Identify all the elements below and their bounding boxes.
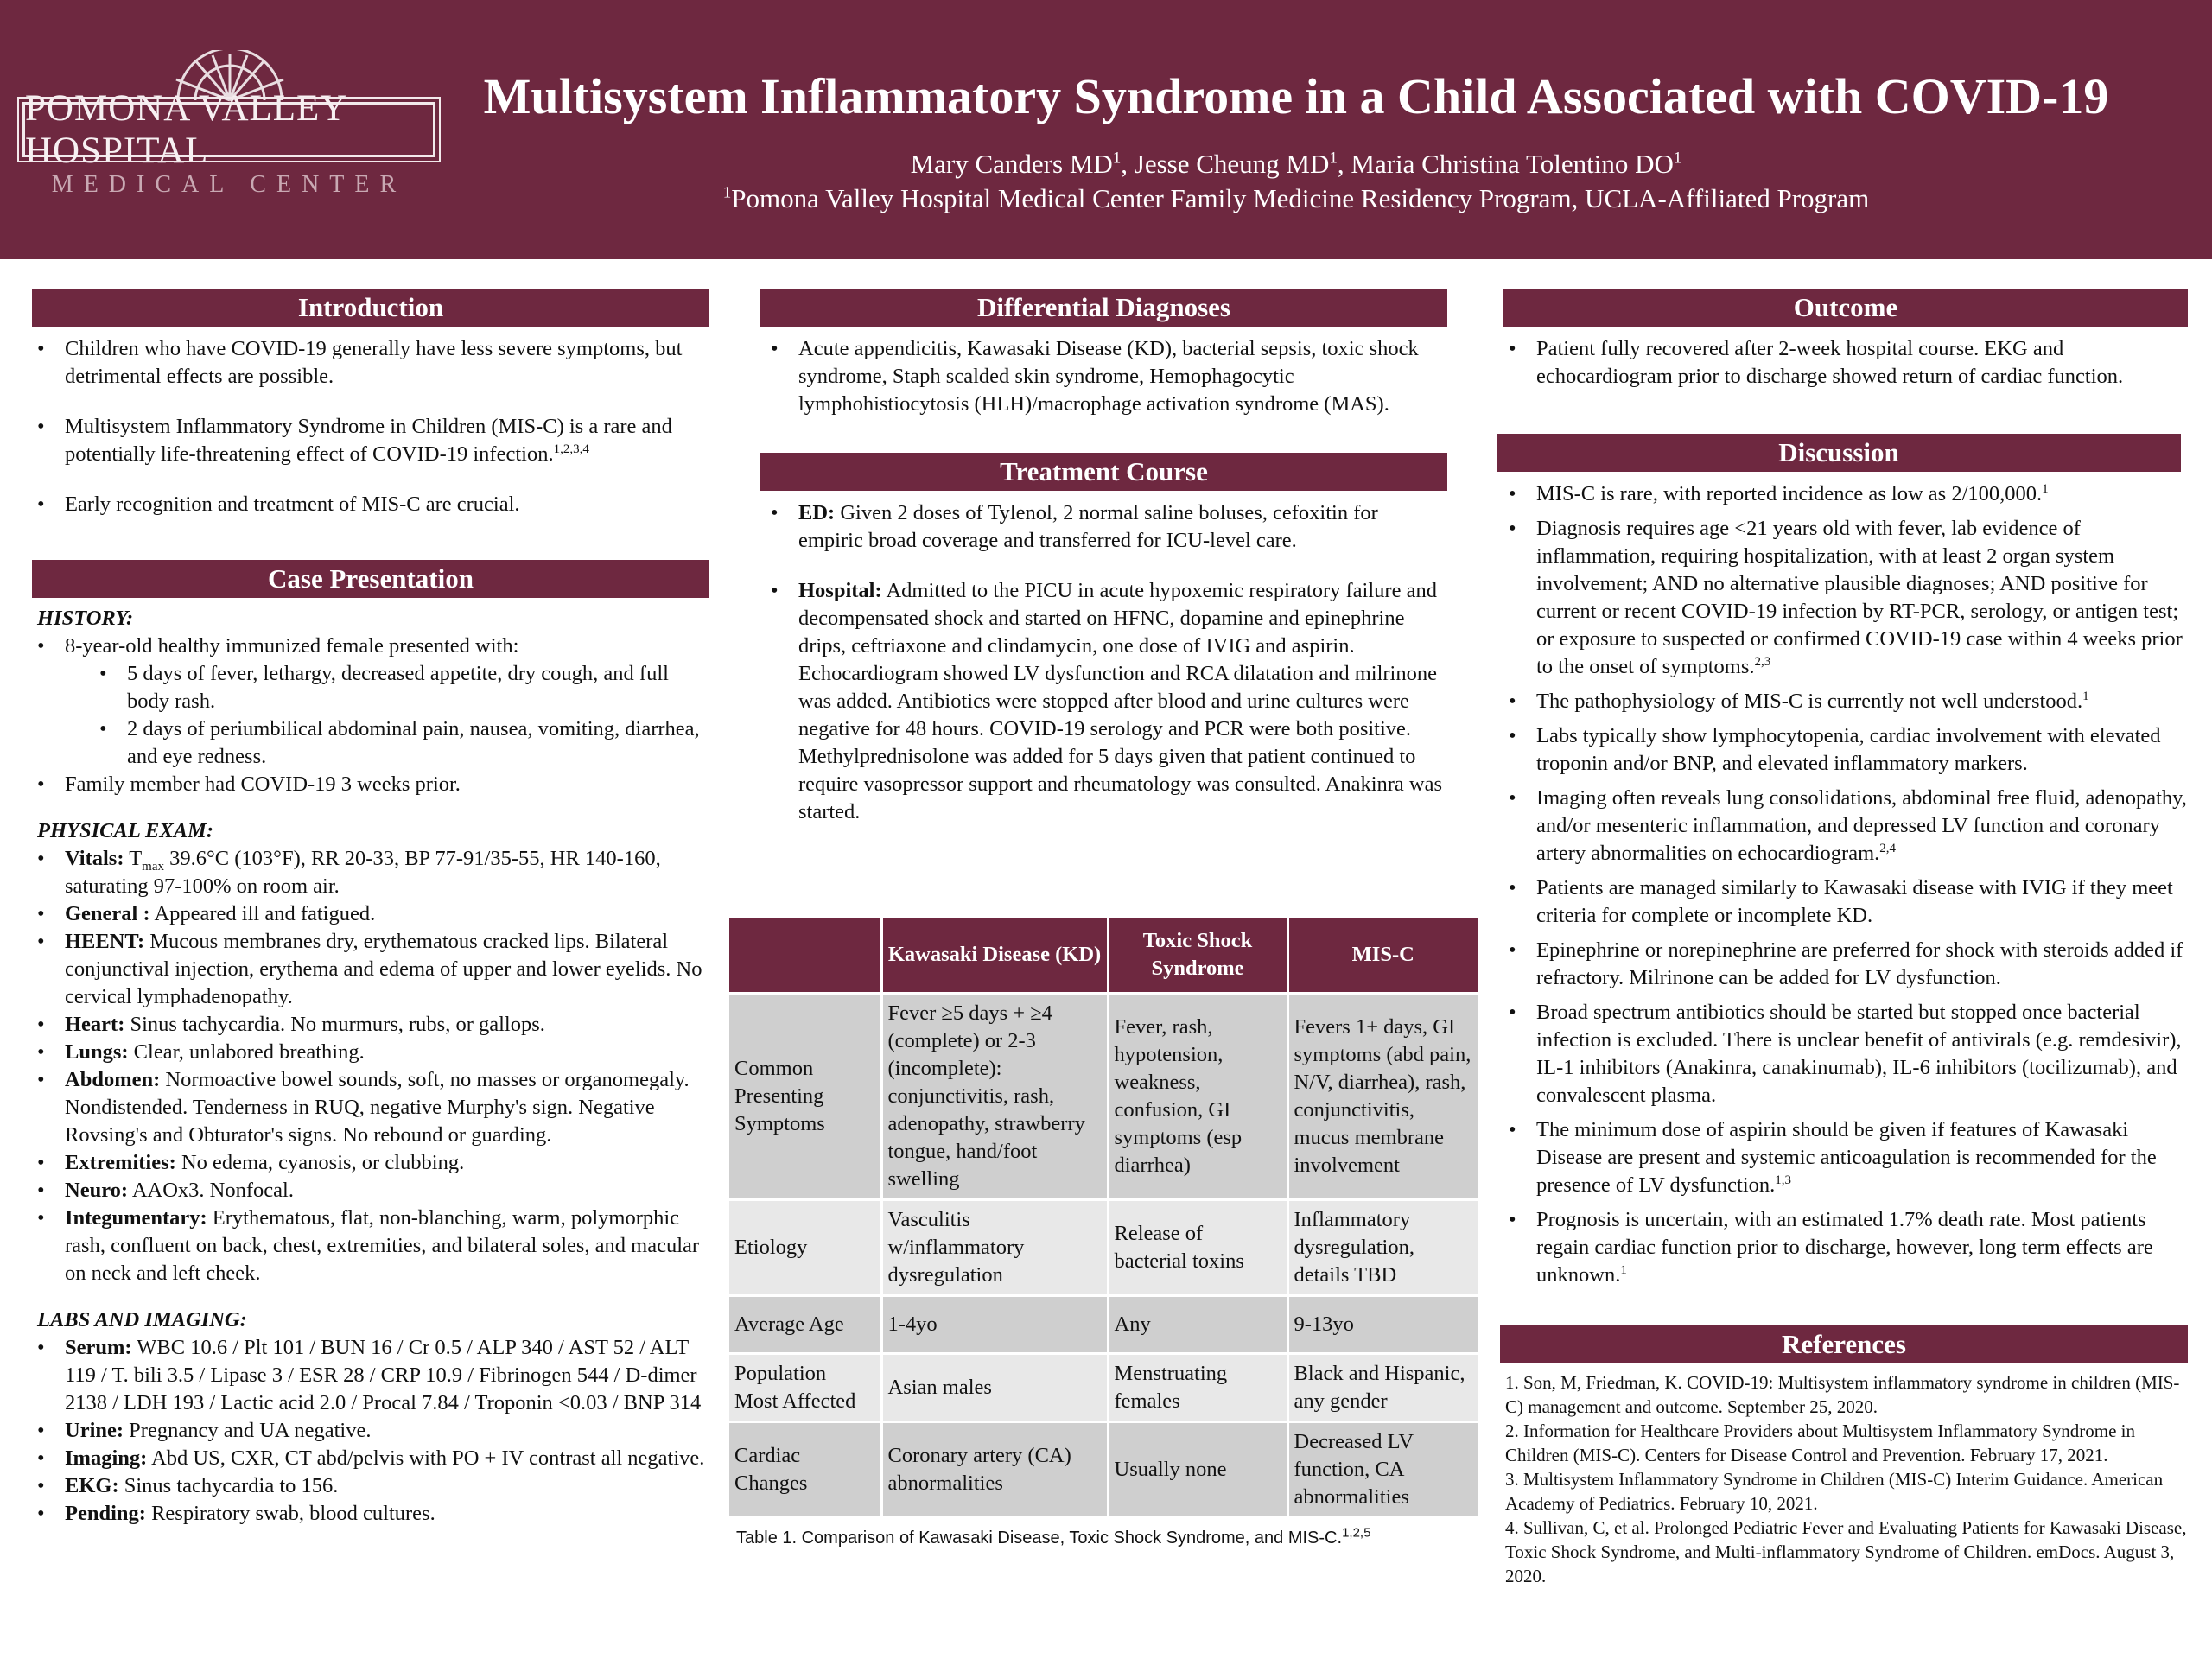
treatment-list <box>760 499 1447 826</box>
comparison-table-container <box>729 918 1478 1548</box>
table-row <box>729 1200 1478 1296</box>
differential-diagnoses-heading: Differential Diagnoses <box>760 289 1447 327</box>
table-cell: Any <box>1108 1296 1287 1354</box>
list-item: • Hospital: Admitted to the PICU in acute hypoxemic respiratory failure and decompensated shock and started on HFNC, dopamine and epinephrine drips, ceftriaxone and clindamycin, one dose of IVIG and aspirin. Echocardiogram showed LV dysfunction and RCA dilatation and milrinone was added. Antibiotics were stopped after blood and urine cultures were negative for 48 hours. COVID-19 serology and PCR were both positive. Methylprednisolone was added for 5 days given that patient continued to require vasopressor support and rheumatology was consulted. Anakinra was started. <box>766 577 1447 826</box>
list-item: • Prognosis is uncertain, with an estimated 1.7% death rate. Most patients regain cardiac function prior to discharge, however, long term effects are unknown.$^1$ <box>1503 1206 2188 1289</box>
list-item: • Early recognition and treatment of MIS-C are crucial. <box>32 491 709 518</box>
table-cell: Cardiac Changes <box>729 1422 881 1517</box>
table-cell: Release of bacterial toxins <box>1108 1200 1287 1296</box>
author-affiliation-mark: 1 <box>1112 149 1122 168</box>
table-header-row <box>729 918 1478 994</box>
reference-item: 3. Multisystem Inflammatory Syndrome in Children (MIS-C) Interim Guidance. American Academy of Pediatrics. February 10, 2021. <box>1505 1469 2164 1514</box>
discussion-list <box>1503 480 2188 1289</box>
treatment-course-heading: Treatment Course <box>760 453 1447 491</box>
list-item: • Acute appendicitis, Kawasaki Disease (KD), bacterial sepsis, toxic shock syndrome, Staph scalded skin syndrome, Hemophagocytic lymphohistiocytosis (HLH)/macrophage activation syndrome (MAS). <box>766 335 1447 418</box>
hospital-logo <box>22 50 437 204</box>
references-heading: References <box>1500 1325 2188 1363</box>
list-item: • Lungs: Clear, unlabored breathing. <box>32 1039 709 1066</box>
column-right <box>1503 289 2188 1588</box>
differential-list <box>760 335 1447 418</box>
physical-exam-label: PHYSICAL EXAM: <box>37 819 213 842</box>
logo-wordmark: POMONA VALLEY HOSPITAL <box>22 102 435 157</box>
table-cell: Black and Hispanic, any gender <box>1287 1354 1478 1422</box>
introduction-heading: Introduction <box>32 289 709 327</box>
list-item: • 5 days of fever, lethargy, decreased appetite, dry cough, and full body rash. <box>32 660 709 715</box>
list-item: • 8-year-old healthy immunized female presented with: <box>32 632 709 660</box>
table-header: Toxic Shock Syndrome <box>1108 918 1287 994</box>
reference-item: 1. Son, M, Friedman, K. COVID-19: Multisystem inflammatory syndrome in children (MIS-C) management and outcome. September 25, 2020. <box>1505 1372 2180 1417</box>
poster-header <box>0 0 2212 259</box>
column-left <box>32 289 709 1528</box>
list-item: • Urine: Pregnancy and UA negative. <box>32 1417 709 1445</box>
reference-item: 4. Sullivan, C, et al. Prolonged Pediatric Fever and Evaluating Patients for Kawasaki Disease, Toxic Shock Syndrome, and Multi-inflammatory Syndrome of Children. emDocs. August 3, 2020. <box>1505 1517 2187 1586</box>
table-header: Kawasaki Disease (KD) <box>881 918 1108 994</box>
list-item: • Serum: WBC 10.6 / Plt 101 / BUN 16 / Cr 0.5 / ALP 340 / AST 52 / ALT 119 / T. bili 3.5 / Lipase 3 / ESR 28 / CRP 10.9 / Fibrinogen 544 / D-dimer 2138 / LDH 193 / Lactic acid 2.0 / Procal 7.84 / Troponin <0.03 / BNP 314 <box>32 1334 709 1417</box>
references-list <box>1505 1370 2188 1588</box>
table-row <box>729 1422 1478 1517</box>
history-list <box>32 632 709 798</box>
list-item: • ED: Given 2 doses of Tylenol, 2 normal saline boluses, cefoxitin for empiric broad coverage and transferred for ICU-level care. <box>766 499 1447 555</box>
author-name: Jesse Cheung MD <box>1134 149 1330 179</box>
list-item: • MIS-C is rare, with reported incidence as low as 2/100,000.$^1$ <box>1503 480 2188 508</box>
table-cell: Fevers 1+ days, GI symptoms (abd pain, N/V, diarrhea), rash, conjunctivitis, mucus membrane involvement <box>1287 994 1478 1200</box>
table-cell: Fever ≥5 days + ≥4 (complete) or 2-3 (incomplete): conjunctivitis, rash, adenopathy, strawberry tongue, hand/foot swelling <box>881 994 1108 1200</box>
list-item: • Abdomen: Normoactive bowel sounds, soft, no masses or organomegaly. Nondistended. Tenderness in RUQ, negative Murphy's sign. Negative Rovsing's and Obturator's signs. No rebound or guarding. <box>32 1066 709 1149</box>
physical-exam-list <box>32 845 709 1287</box>
table-cell: 9-13yo <box>1287 1296 1478 1354</box>
author-name: Mary Canders MD <box>910 149 1113 179</box>
discussion-heading: Discussion <box>1497 434 2181 472</box>
list-item: • Patient fully recovered after 2-week hospital course. EKG and echocardiogram prior to discharge showed return of cardiac function. <box>1503 335 2188 391</box>
author-name: Maria Christina Tolentino DO <box>1351 149 1674 179</box>
list-item: • Pending: Respiratory swab, blood cultures. <box>32 1500 709 1528</box>
list-item: • Patients are managed similarly to Kawasaki disease with IVIG if they meet criteria for complete or incomplete KD. <box>1503 874 2188 930</box>
list-item: • HEENT: Mucous membranes dry, erythematous cracked lips. Bilateral conjunctival injection, erythema and edema of upper and lower eyelids. No cervical lymphadenopathy. <box>32 928 709 1011</box>
comparison-table <box>729 918 1478 1516</box>
table-row <box>729 1296 1478 1354</box>
list-item: • Broad spectrum antibiotics should be started but stopped once bacterial infection is excluded. There is unclear benefit of antivirals (e.g. remdesivir), IL-1 inhibitors (Anakinra, canakinumab), IL-6 inhibitors (tocilizumab), and convalescent plasma. <box>1503 999 2188 1109</box>
table-cell: Decreased LV function, CA abnormalities <box>1287 1422 1478 1517</box>
table-row <box>729 994 1478 1200</box>
labs-imaging-list <box>32 1334 709 1528</box>
poster-title: Multisystem Inflammatory Syndrome in a Child Associated with COVID-19 <box>483 68 2109 124</box>
list-item: • Diagnosis requires age <21 years old with fever, lab evidence of inflammation, requiring hospitalization, with at least 2 organ system involvement; AND no alternative plausible diagnoses; AND positive for current or recent COVID-19 infection by RT-PCR, serology, or antigen test; or exposure to suspected or confirmed COVID-19 case within 4 weeks prior to the onset of symptoms.$^{2,3}$ <box>1503 515 2188 681</box>
list-item: • EKG: Sinus tachycardia to 156. <box>32 1472 709 1500</box>
list-item: • Integumentary: Erythematous, flat, non-blanching, warm, polymorphic rash, confluent on back, chest, extremities, and bilateral soles, and macular on neck and left cheek. <box>32 1205 709 1287</box>
list-item: • Heart: Sinus tachycardia. No murmurs, rubs, or gallops. <box>32 1011 709 1039</box>
table-cell: Inflammatory dysregulation, details TBD <box>1287 1200 1478 1296</box>
case-presentation-heading: Case Presentation <box>32 560 709 598</box>
table-cell: Coronary artery (CA) abnormalities <box>881 1422 1108 1517</box>
author-affiliation-mark: 1 <box>1673 149 1682 168</box>
list-item: • Imaging often reveals lung consolidations, abdominal free fluid, adenopathy, and/or mesenteric inflammation, and depressed LV function and coronary artery abnormalities on echocardiogram.$^{2,4}$ <box>1503 785 2188 868</box>
outcome-heading: Outcome <box>1503 289 2188 327</box>
list-item: • Vitals: $T_{max}$ 39.6°C (103°F), RR 20-33, BP 77-91/35-55, HR 140-160, saturating 97-100% on room air. <box>32 845 709 900</box>
table-cell: Population Most Affected <box>729 1354 881 1422</box>
table-cell: 1-4yo <box>881 1296 1108 1354</box>
author-affiliation-mark: 1 <box>1329 149 1338 168</box>
list-item: • Labs typically show lymphocytopenia, cardiac involvement with elevated troponin and/or BNP, and elevated inflammatory markers. <box>1503 722 2188 778</box>
table-header <box>729 918 881 994</box>
list-item: • The pathophysiology of MIS-C is currently not well understood.$^1$ <box>1503 688 2188 715</box>
list-item: • 2 days of periumbilical abdominal pain, nausea, vomiting, diarrhea, and eye redness. <box>32 715 709 771</box>
list-item: • General : Appeared ill and fatigued. <box>32 900 709 928</box>
history-label: HISTORY: <box>37 607 134 630</box>
table-cell: Vasculitis w/inflammatory dysregulation <box>881 1200 1108 1296</box>
list-item: • Multisystem Inflammatory Syndrome in Children (MIS-C) is a rare and potentially life-threatening effect of COVID-19 infection.$^{1,2,3,4}$ <box>32 413 709 468</box>
list-item: • Imaging: Abd US, CXR, CT abd/pelvis with PO + IV contrast all negative. <box>32 1445 709 1472</box>
labs-imaging-label: LABS AND IMAGING: <box>37 1308 247 1332</box>
table-cell: Menstruating females <box>1108 1354 1287 1422</box>
table-cell: Usually none <box>1108 1422 1287 1517</box>
column-middle <box>760 289 1447 826</box>
list-item: • Family member had COVID-19 3 weeks prior. <box>32 771 709 798</box>
list-item: • Extremities: No edema, cyanosis, or clubbing. <box>32 1149 709 1177</box>
affiliation-text: Pomona Valley Hospital Medical Center Family Medicine Residency Program, UCLA-Affiliated Program <box>731 183 1870 213</box>
list-item: • Epinephrine or norepinephrine are preferred for shock with steroids added if refractory. Milrinone can be added for LV dysfunction. <box>1503 937 2188 992</box>
list-item: • Neuro: AAOx3. Nonfocal. <box>32 1177 709 1205</box>
affiliation <box>449 183 2143 214</box>
table-cell: Fever, rash, hypotension, weakness, confusion, GI symptoms (esp diarrhea) <box>1108 994 1287 1200</box>
table-cell: Asian males <box>881 1354 1108 1422</box>
list-item: • The minimum dose of aspirin should be given if features of Kawasaki Disease are present and systemic anticoagulation is recommended for the presence of LV dysfunction.$^{1,3}$ <box>1503 1116 2188 1199</box>
affiliation-mark: 1 <box>722 183 732 202</box>
introduction-list <box>32 335 709 518</box>
reference-item: 2. Information for Healthcare Providers about Multisystem Inflammatory Syndrome in Children (MIS-C). Centers for Disease Control and Prevention. February 17, 2021. <box>1505 1421 2136 1465</box>
table-cell: Average Age <box>729 1296 881 1354</box>
table-caption: Table 1. Comparison of Kawasaki Disease, Toxic Shock Syndrome, and MIS-C.$^{1,2,5}$ <box>736 1525 1371 1548</box>
author-list: Mary Canders $MD^1$, Jesse Cheung $MD^1$, Maria Christina Tolentino $DO^1$ <box>910 149 1682 179</box>
table-cell: Common Presenting Symptoms <box>729 994 881 1200</box>
list-item: • Children who have COVID-19 generally have less severe symptoms, but detrimental effects are possible. <box>32 335 709 391</box>
table-header: MIS-C <box>1287 918 1478 994</box>
table-row <box>729 1354 1478 1422</box>
outcome-list <box>1503 335 2188 391</box>
logo-subtitle: MEDICAL CENTER <box>51 171 407 198</box>
case-presentation-body <box>32 605 709 1528</box>
table-cell: Etiology <box>729 1200 881 1296</box>
